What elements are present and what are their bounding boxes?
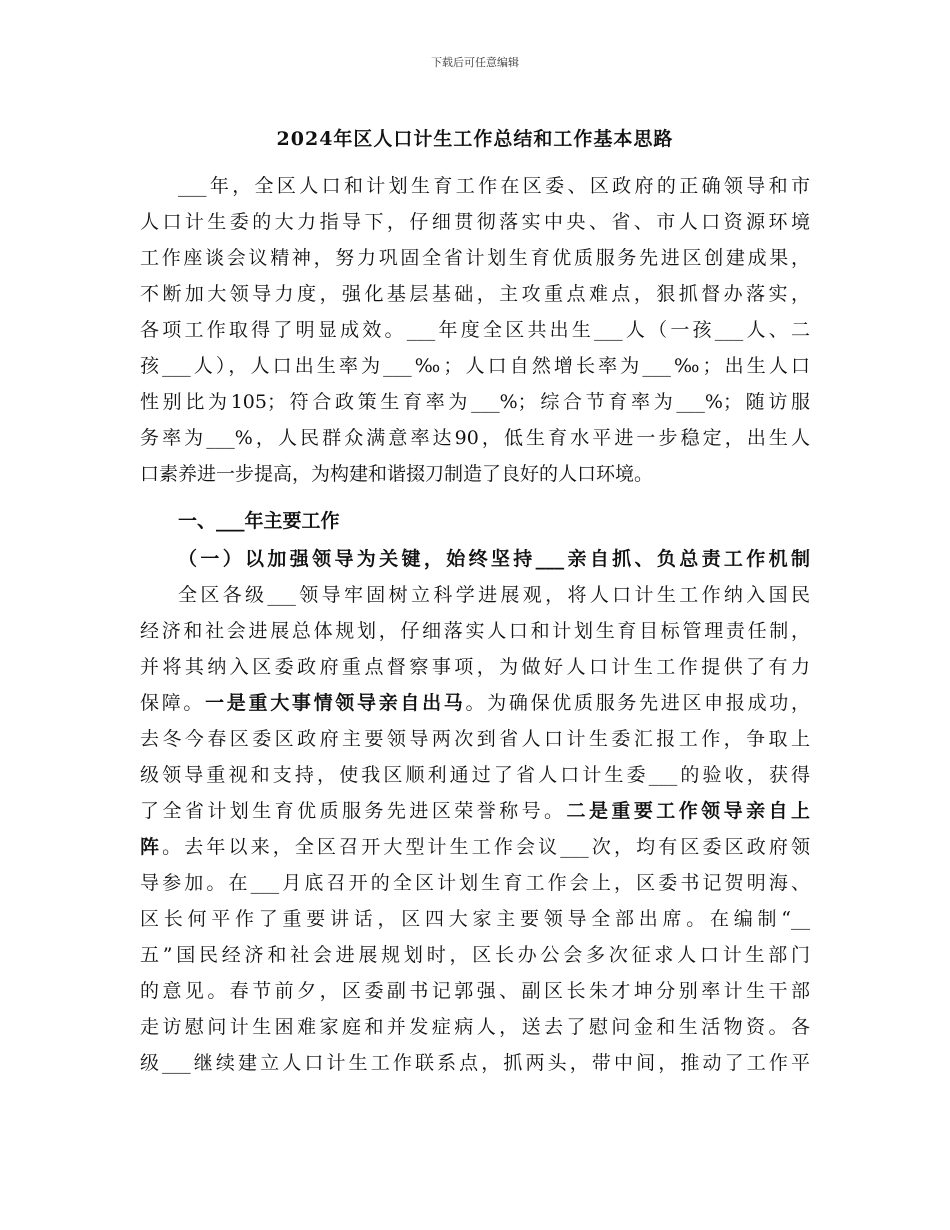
body-line [140, 276, 810, 312]
text-segment: 经济和社会进展总体规划，仔细落实人口和计划生育目标管理责任制， [140, 620, 810, 642]
body-line [140, 937, 810, 973]
text-segment: 务率为___%，人民群众满意率达90，低生育水平进一步稳定，出生人 [140, 427, 810, 449]
body-line [140, 420, 810, 456]
body-line [140, 901, 810, 937]
text-segment: 五”国民经济和社会进展规划时，区长办公会多次征求人口计生部门 [140, 944, 810, 966]
body-line [178, 541, 810, 577]
body-line [140, 613, 810, 649]
body-line [178, 577, 810, 613]
text-segment: 全区各级___领导牢固树立科学进展观，将人口计生工作纳入国民 [178, 584, 810, 606]
text-segment: 人口计生委的大力指导下，仔细贯彻落实中央、省、市人口资源环境 [140, 211, 810, 233]
body-line [140, 757, 810, 793]
text-segment: 导参加。在___月底召开的全区计划生育工作会上，区委书记贺明海、 [140, 872, 810, 894]
text-segment: 了全省计划生育优质服务先进区荣誉称号。 [140, 800, 567, 822]
body-line [140, 865, 810, 901]
bold-text-segment: 一、___年主要工作 [178, 510, 340, 532]
body-line [140, 384, 810, 420]
body-line [140, 1009, 810, 1045]
body-line [140, 721, 810, 757]
body-line [140, 1045, 810, 1081]
body-line [140, 204, 810, 240]
text-segment: 口素养进一步提高，为构建和谐掇刀制造了良好的人口环境。 [140, 463, 654, 485]
text-segment: 孩___人），人口出生率为___‰；人口自然增长率为___‰；出生人口 [140, 355, 810, 377]
bold-text-segment: 二是重要工作领导亲自上 [566, 800, 810, 822]
text-segment: 性别比为105；符合政策生育率为___%；综合节育率为___%；随访服 [140, 391, 810, 413]
bold-text-segment: （一）以加强领导为关键，始终坚持___亲自抓、负总责工作机制 [178, 548, 810, 570]
body-line [140, 240, 810, 276]
body-line [140, 973, 810, 1009]
text-segment: 。为确保优质服务先进区申报成功， [465, 692, 810, 714]
text-segment: 。去年以来，全区召开大型计生工作会议___次，均有区委区政府领 [162, 836, 810, 858]
bold-text-segment: 一是重大事情领导亲自出马 [205, 692, 466, 714]
text-segment: 级领导重视和支持，使我区顺利通过了省人口计生委___的验收，获得 [140, 764, 810, 786]
text-segment: 级___继续建立人口计生工作联系点，抓两头，带中间，推动了工作平 [140, 1052, 810, 1074]
text-segment: 去冬今春区委区政府主要领导两次到省人口计生委汇报工作，争取上 [140, 728, 810, 750]
text-segment: 不断加大领导力度，强化基层基础，主攻重点难点，狠抓督办落实， [140, 283, 810, 305]
bold-text-segment: 阵 [140, 836, 163, 858]
body-line [140, 793, 810, 829]
header-note: 下载后可任意编辑 [431, 56, 519, 69]
text-segment: 并将其纳入区委政府重点督察事项，为做好人口计生工作提供了有力 [140, 656, 810, 678]
text-segment: 保障。 [140, 692, 206, 714]
body-line [178, 503, 340, 539]
document-title: 2024年区人口计生工作总结和工作基本思路 [276, 128, 674, 150]
body-line [140, 685, 810, 721]
text-segment: ___年，全区人口和计划生育工作在区委、区政府的正确领导和市 [178, 175, 810, 197]
body-line [140, 312, 810, 348]
body-line [140, 348, 810, 384]
body-line [140, 649, 810, 685]
body-line [178, 168, 810, 204]
text-segment: 区长何平作了重要讲话，区四大家主要领导全部出席。在编制“__ [140, 908, 810, 930]
body-line [140, 456, 653, 492]
body-line [140, 829, 810, 865]
text-segment: 的意见。春节前夕，区委副书记郭强、副区长朱才坤分别率计生干部 [140, 980, 810, 1002]
text-segment: 工作座谈会议精神，努力巩固全省计划生育优质服务先进区创建成果， [140, 247, 810, 269]
text-segment: 各项工作取得了明显成效。___年度全区共出生___人（一孩___人、二 [140, 319, 810, 341]
text-segment: 走访慰问计生困难家庭和并发症病人，送去了慰问金和生活物资。各 [140, 1016, 810, 1038]
